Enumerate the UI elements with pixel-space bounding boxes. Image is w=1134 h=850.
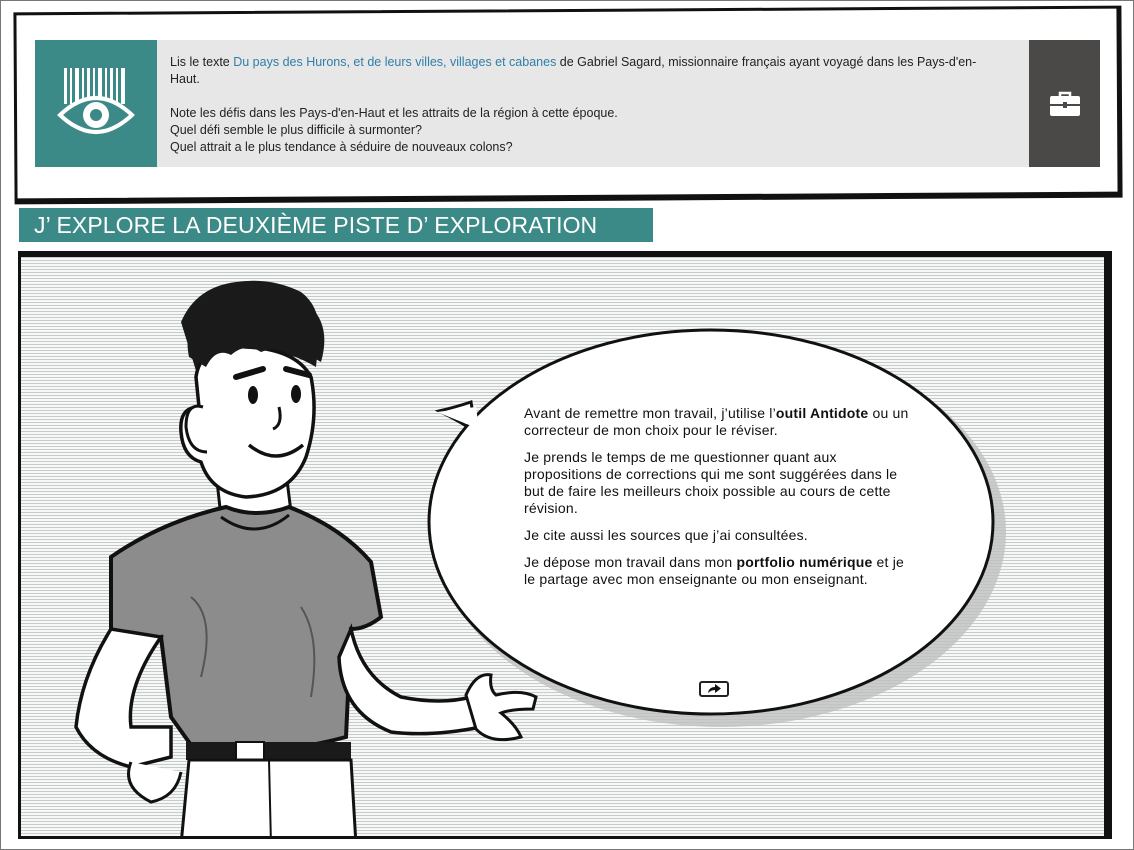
- instruction-line-1: [170, 54, 980, 88]
- bubble-paragraph-2: Je prends le temps de me questionner quant aux propositions de corrections qui me sont suggérées dans le but de faire les meilleurs choix possible au cours de cette révision.: [524, 449, 898, 516]
- speech-bubble-text: [524, 405, 909, 598]
- text-span: ou un correcteur de mon choix pour le réviser.: [524, 405, 909, 438]
- barcode-eye-icon: [56, 65, 136, 143]
- arrow-right-icon: [706, 684, 722, 694]
- next-button[interactable]: [699, 681, 729, 697]
- antidote-tool-label: outil Antidote: [775, 405, 869, 421]
- instruction-line-4: Quel attrait a le plus tendance à séduire de nouveaux colons?: [170, 140, 513, 154]
- instruction-line-3: Quel défi semble le plus difficile à surmonter?: [170, 123, 422, 137]
- text-span: Je dépose mon travail dans mon: [524, 554, 737, 570]
- source-text-link[interactable]: Du pays des Hurons, et de leurs villes, villages et cabanes: [233, 55, 557, 69]
- bubble-paragraph-4: [524, 554, 909, 588]
- comic-scene: [18, 251, 1112, 839]
- toolbox-button[interactable]: [1029, 40, 1100, 167]
- portfolio-label: portfolio numérique: [736, 554, 873, 570]
- instruction-text: [170, 54, 980, 156]
- instruction-line-2: Note les défis dans les Pays-d'en-Haut et les attraits de la région à cette époque.: [170, 106, 618, 120]
- text-prefix: Lis le texte: [170, 55, 234, 69]
- bubble-paragraph-3: Je cite aussi les sources que j’ai consultées.: [524, 527, 808, 543]
- bubble-paragraph-1: [524, 405, 909, 439]
- text-suffix: de Gabriel Sagard, missionnaire français ayant voyagé dans les Pays-d'en-Haut.: [170, 55, 977, 86]
- text-span: et je le partage avec mon enseignante ou mon enseignant.: [524, 554, 905, 587]
- briefcase-icon: [1049, 91, 1081, 117]
- text-span: Avant de remettre mon travail, j’utilise l’: [524, 405, 776, 421]
- section-title: J’ EXPLORE LA DEUXIÈME PISTE D’ EXPLORATION: [19, 208, 653, 242]
- observe-tile: [35, 40, 157, 167]
- instruction-panel: [35, 40, 1100, 167]
